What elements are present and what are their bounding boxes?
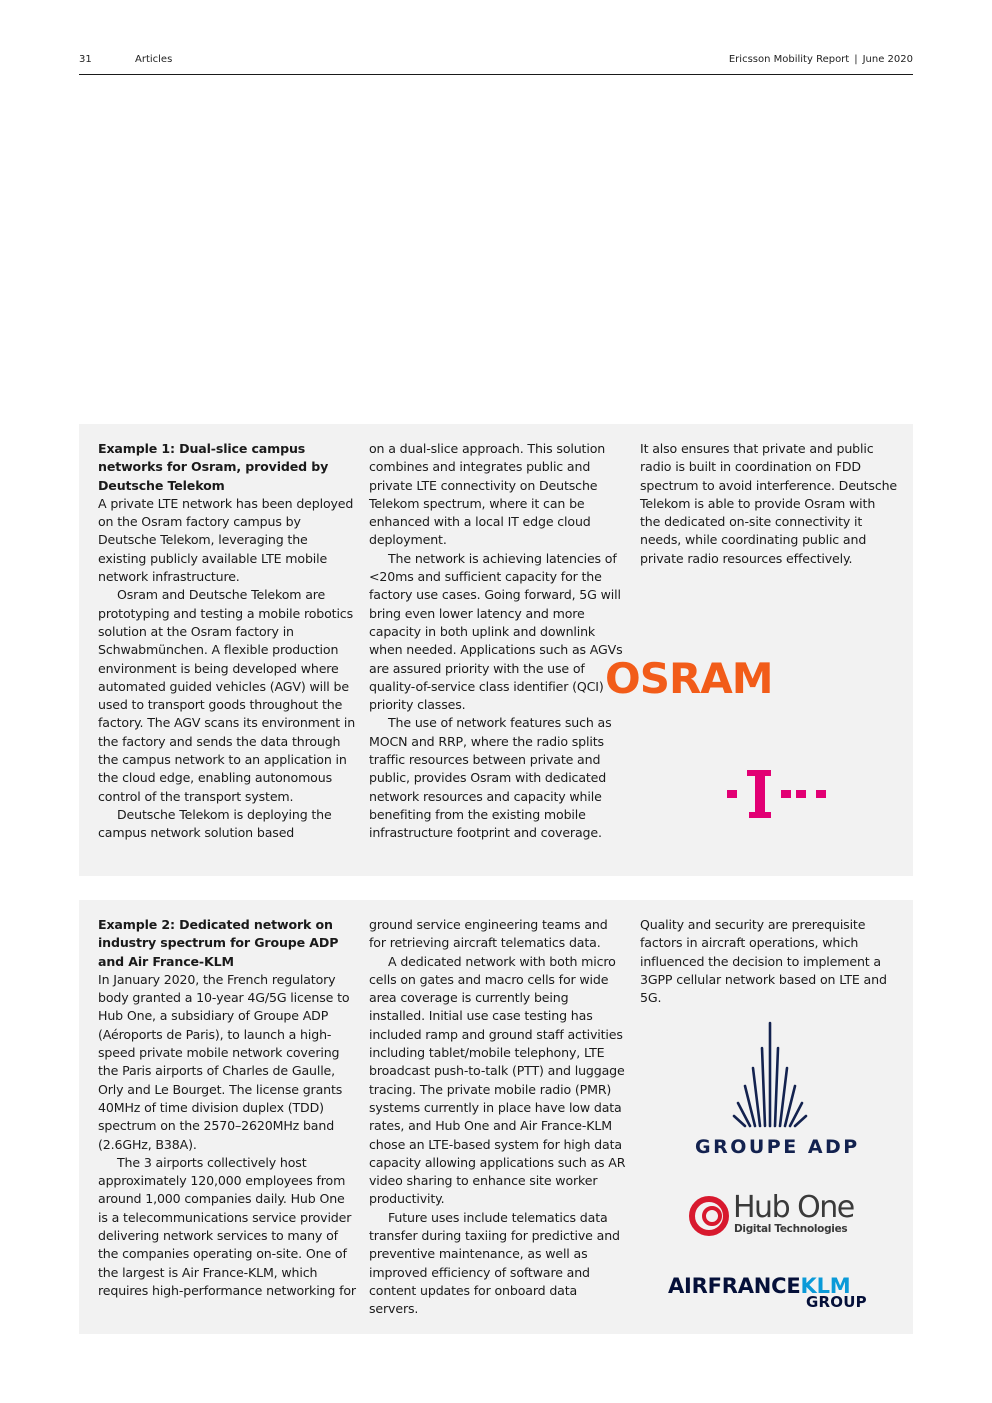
hub-one-logo-text: Hub One: [733, 1190, 854, 1225]
section-label: Articles: [135, 54, 173, 65]
paragraph: A private LTE network has been deployed on the Osram factory campus by Deutsche Telekom, leveraging the existing publicly available LTE mobile network infrastructure.: [98, 495, 354, 585]
osram-logo: OSRAM: [605, 654, 773, 703]
report-date: June 2020: [862, 54, 913, 65]
emblem-stroke: [762, 1048, 765, 1126]
telekom-dot: [727, 790, 737, 798]
example-2-column-1: [98, 916, 356, 1300]
telekom-logo: [722, 764, 832, 824]
paragraph: It also ensures that private and public radio is built in coordination on FDD spectrum to avoid interference. Deutsche Telekom is able to provide Osram with the dedicated on-site connectivity it needs, while coordinating public and private radio resources effectively.: [640, 441, 898, 566]
telekom-dot: [781, 790, 791, 798]
page-header: [79, 52, 913, 75]
telekom-dot: [816, 790, 826, 798]
hub-one-inner-ring: [704, 1208, 720, 1224]
example-1-title: Example 1: Dual-slice campus networks for Osram, provided by Deutsche Telekom: [98, 441, 329, 493]
groupe-adp-logo-text: GROUPE ADP: [695, 1136, 860, 1158]
telekom-dot: [796, 790, 806, 798]
klm-text: KLM: [800, 1274, 851, 1298]
paragraph: The 3 airports collectively host approximately 120,000 employees from around 1,000 companies daily. Hub One is a telecommunications service provider delivering network services to many of the companies operating on-site. One of the largest is Air France-KLM, which requires high-performance networking for: [98, 1154, 356, 1298]
paragraph: A dedicated network with both micro cells on gates and macro cells for wide area coverage is currently being installed. Initial use case testing has included ramp and ground staff activities including tablet/mobile telephony, LTE broadcast push-to-talk (PTT) and luggage tracing. The private mobile radio (PMR) systems currently in place have low data rates, and Hub One and Air France-KLM chose an LTE-based system for high data capacity allowing applications such as AR video sharing to enhance site worker productivity.: [369, 953, 626, 1207]
air-france-klm-group-text: GROUP: [806, 1293, 867, 1311]
paragraph: The use of network features such as MOCN and RRP, where the radio splits traffic resources between private and public, provides Osram with dedicated network resources and capacity while benefiting from the existing mobile infrastructure footprint and coverage.: [369, 715, 612, 841]
paragraph: Future uses include telematics data transfer during taxiing for predictive and preventive maintenance, as well as improved efficiency of software and content updates for onboard data servers.: [369, 1209, 620, 1317]
hub-one-subtitle: Digital Technologies: [734, 1223, 848, 1235]
report-title: [729, 54, 913, 65]
telekom-t-foot: [749, 812, 771, 818]
paragraph: on a dual-slice approach. This solution combines and integrates public and private LTE connectivity on Deutsche Telekom spectrum, where it can be enhanced with a local IT edge cloud deployment.: [369, 441, 606, 548]
example-2-title: Example 2: Dedicated network on industry spectrum for Groupe ADP and Air France-KLM: [98, 917, 339, 969]
example-2-column-3: [640, 916, 898, 1007]
paragraph: Deutsche Telekom is deploying the campus network solution based: [98, 806, 332, 841]
example-1-column-2: [369, 440, 627, 843]
paragraph: Osram and Deutsche Telekom are prototyping and testing a mobile robotics solution at the Osram factory in Schwabmünchen. A flexible production environment is being developed where automated guided vehicles (AGV) will be used to transport goods throughout the factory. The AGV scans its environment in the factory and sends the data through the campus network to an application in the cloud edge, enabling autonomous control of the transport system.: [98, 587, 356, 804]
report-name: Ericsson Mobility Report: [728, 54, 850, 65]
paragraph: The network is achieving latencies of <20ms and sufficient capacity for the factory use cases. Going forward, 5G will bring even lower latency and more capacity in both uplink and downlink when needed. Applications such as AGVs are assured priority with the use of quality-of-service class identifier (QCI) priority classes.: [369, 550, 623, 713]
air-france-text: AIRFRANCE: [668, 1274, 801, 1298]
emblem-stroke: [775, 1048, 778, 1126]
page-number: 31: [79, 54, 92, 65]
example-1-column-3: [640, 440, 898, 568]
paragraph: ground service engineering teams and for retrieving aircraft telematics data.: [369, 917, 608, 951]
paragraph: In January 2020, the French regulatory body granted a 10-year 4G/5G license to Hub One, a subsidiary of Groupe ADP (Aéroports de Paris), to launch a high-speed private mobile network covering the Paris airports of Charles de Gaulle, Orly and Le Bourget. The license grants 40MHz of time division duplex (TDD) spectrum on the 2570–2620MHz band (2.6GHz, B38A).: [98, 971, 350, 1152]
separator: |: [854, 54, 858, 65]
example-2-column-2: [369, 916, 627, 1319]
emblem-stroke: [734, 1116, 745, 1126]
example-1-column-1: [98, 440, 356, 843]
paragraph: Quality and security are prerequisite factors in aircraft operations, which influenced the decision to implement a 3GPP cellular network based on LTE and 5G.: [640, 917, 887, 1006]
telekom-t-stem: [755, 770, 765, 818]
emblem-stroke: [795, 1116, 806, 1126]
